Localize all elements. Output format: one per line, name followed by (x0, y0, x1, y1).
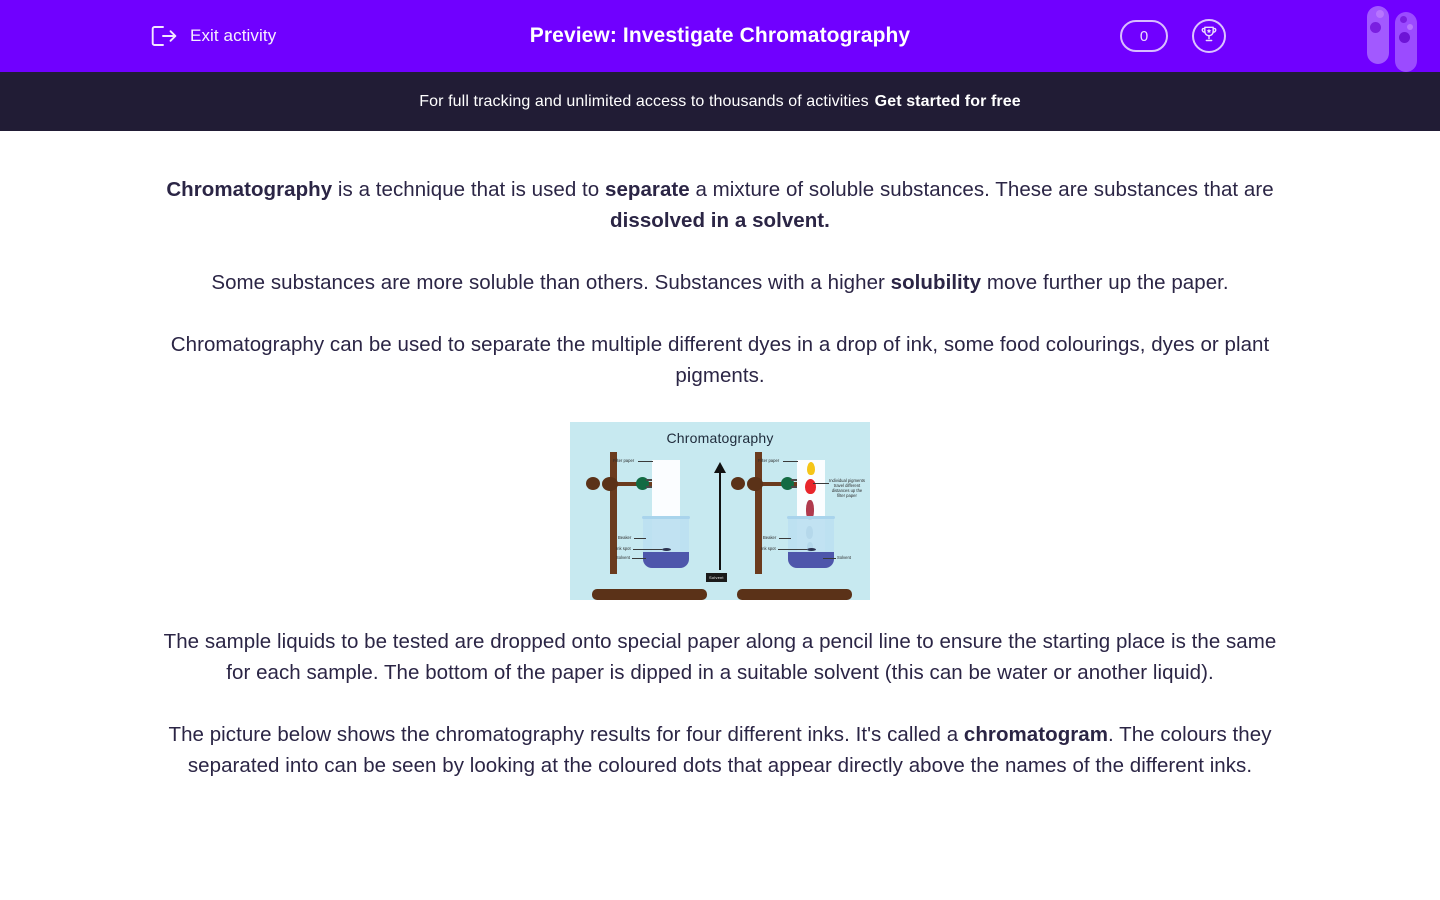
chromatography-diagram (570, 422, 870, 600)
p1-text-d: a mixture of soluble substances. These are substances that are (689, 178, 1274, 201)
header-actions (1120, 19, 1226, 53)
leader-beaker (634, 538, 646, 539)
arrow-label: Solvent (706, 573, 727, 582)
trophy-button[interactable] (1192, 19, 1226, 53)
clamp-knob-outer (586, 477, 600, 490)
label-filter-paper: Filter paper (613, 458, 635, 463)
stand-rod (755, 452, 762, 574)
term-dissolved-in-a-solvent: dissolved in a solvent. (610, 209, 830, 232)
term-chromatography: Chromatography (166, 178, 333, 201)
beaker-rim (642, 516, 690, 519)
page-title: Preview: Investigate Chromatography (529, 24, 911, 47)
label-pigments-note: Individual pigments travel different distances up the filter paper (829, 478, 865, 498)
get-started-link[interactable]: Get started for free (874, 92, 1021, 110)
ink-spot (807, 548, 816, 551)
leader-solvent (632, 558, 646, 559)
leader-ink-spot (778, 549, 807, 550)
app-header (0, 0, 1440, 72)
paragraph-2 (150, 267, 1290, 298)
label-beaker: Beaker (618, 535, 632, 540)
p2-text-a: Some substances are more soluble than others. Substances with a higher (211, 271, 891, 294)
paragraph-5 (150, 719, 1290, 781)
label-filter-paper: Filter paper (758, 458, 780, 463)
clamp-knob-inner (747, 477, 763, 491)
term-chromatogram: chromatogram (963, 723, 1109, 746)
exit-activity-label: Exit activity (190, 26, 277, 45)
leader-filter-paper (783, 461, 798, 462)
beaker-rim (787, 516, 835, 519)
promo-banner (0, 72, 1440, 131)
label-solvent: Solvent (616, 555, 630, 560)
solvent-liquid (643, 552, 689, 568)
p1-text-b: is a technique that is used to (332, 178, 605, 201)
clamp-knob-outer (731, 477, 745, 490)
p2-text-c: move further up the paper. (981, 271, 1229, 294)
page-bottom-spacer (150, 812, 1290, 852)
term-separate: separate (605, 178, 690, 201)
trophy-icon (1199, 24, 1219, 49)
leader-beaker (779, 538, 791, 539)
label-solvent: Solvent (837, 555, 851, 560)
lesson-content (150, 131, 1290, 852)
pigment-band-red (805, 479, 816, 494)
label-ink-spot: Ink spot (761, 546, 776, 551)
leader-solvent (823, 558, 836, 559)
solvent-liquid (788, 552, 834, 568)
paragraph-3: Chromatography can be used to separate the multiple different dyes in a drop of ink, some food colourings, dyes or plant pigments. (170, 333, 1270, 387)
stand-base (737, 589, 852, 600)
chromatography-figure (150, 422, 1290, 600)
ink-spot (662, 548, 671, 551)
term-solubility: solubility (890, 271, 982, 294)
diagram-title: Chromatography (666, 430, 774, 446)
leader-pigments-note (813, 483, 829, 484)
stand-base (592, 589, 707, 600)
label-ink-spot: Ink spot (616, 546, 631, 551)
test-tubes-icon (1364, 0, 1426, 72)
p5-text-c: . The colours they separated into can be seen by looking at the coloured dots that appear directly above the names of the different inks. (187, 723, 1272, 777)
clamp-knob-inner (602, 477, 618, 491)
paragraph-4: The sample liquids to be tested are dropped onto special paper along a pencil line to ensure the starting place is the same for each sample. The bottom of the paper is dipped in a suitable solvent (this can be water or another liquid). (163, 630, 1277, 684)
apparatus-after (725, 450, 870, 600)
leader-ink-spot (633, 549, 662, 550)
promo-text: For full tracking and unlimited access to thousands of activities (419, 92, 869, 110)
pigment-band-yellow (807, 462, 815, 475)
label-beaker: Beaker (763, 535, 777, 540)
paragraph-1 (150, 174, 1290, 236)
arrow-line (719, 470, 721, 570)
apparatus-before (580, 450, 720, 600)
leader-filter-paper (638, 461, 653, 462)
score-badge[interactable]: 0 (1120, 20, 1168, 52)
p5-text-a: The picture below shows the chromatography results for four different inks. It's called a (168, 723, 964, 746)
